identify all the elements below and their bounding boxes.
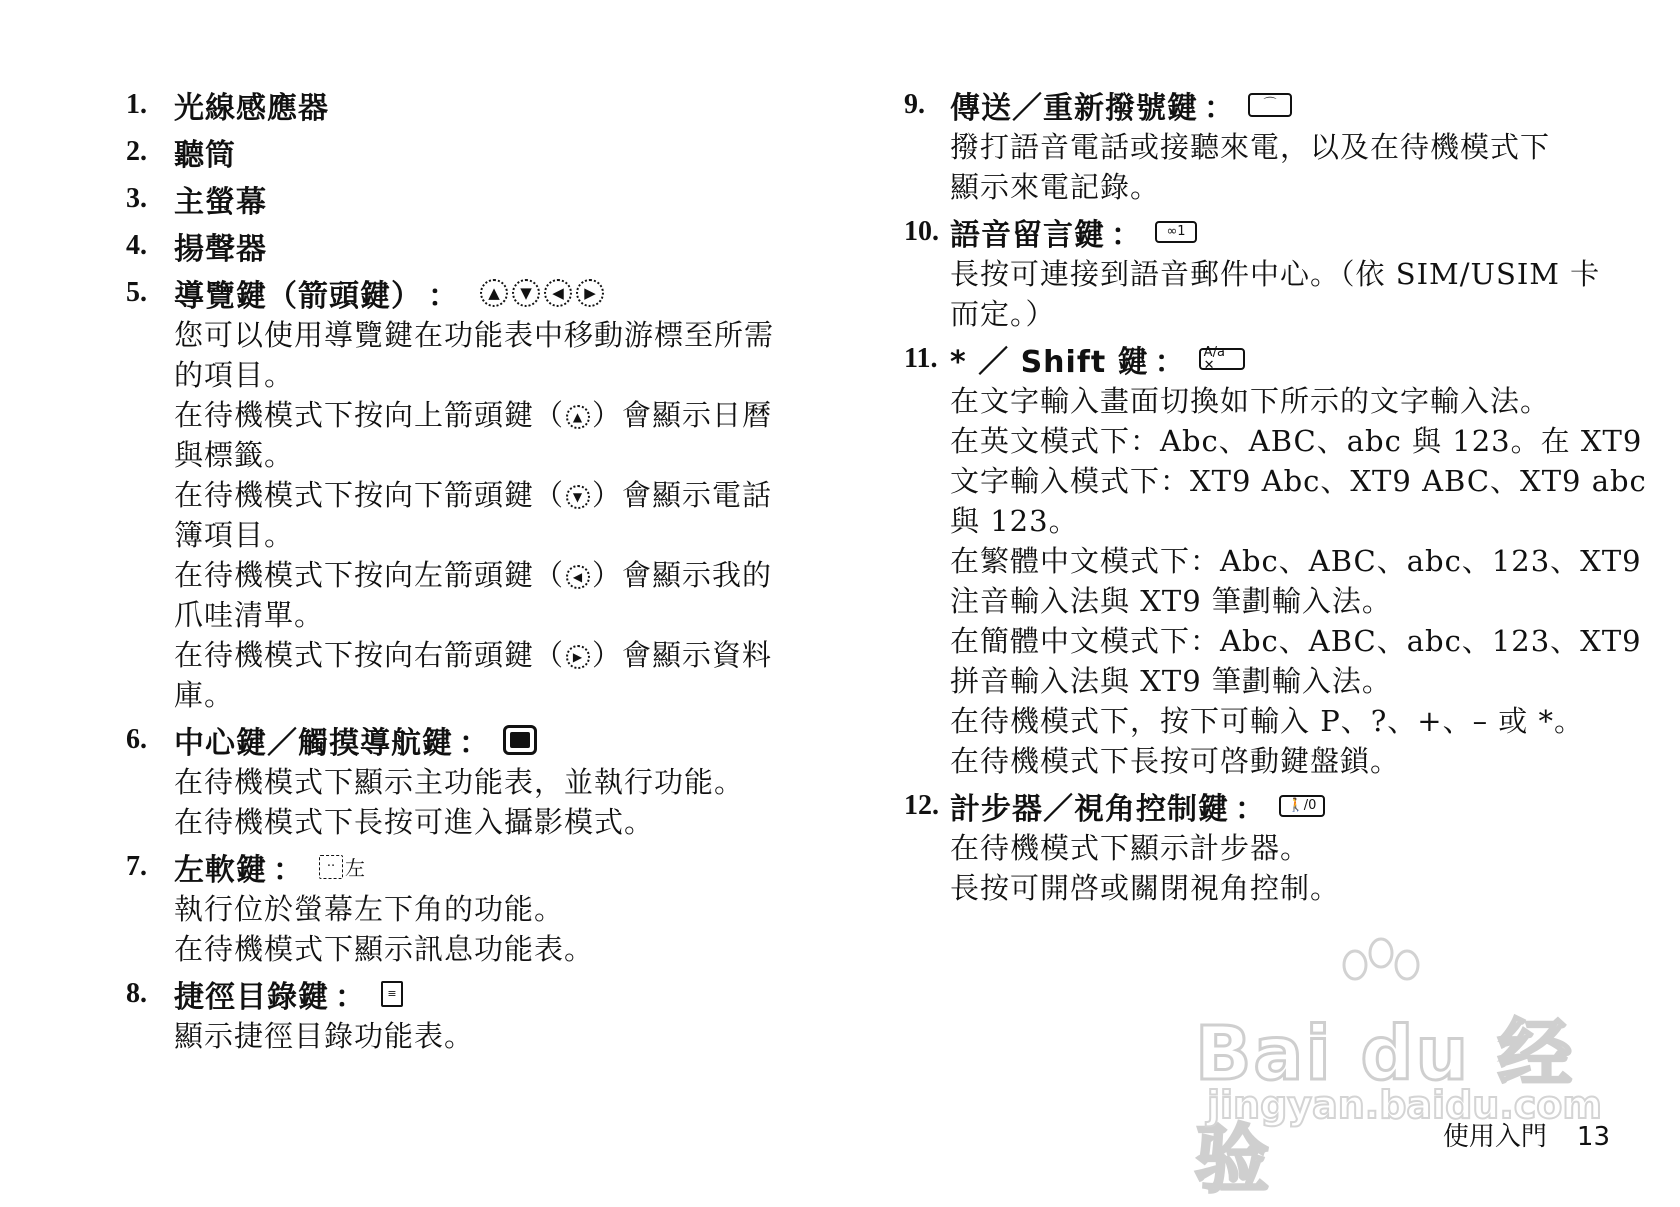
body-line: 顯示來電記錄。 [950, 170, 1161, 204]
item-title: 中心鍵／觸摸導航鍵 [174, 725, 453, 761]
body-line: 在待機模式下顯示主功能表，並執行功能。 [174, 765, 745, 799]
item-number: 5. [126, 276, 147, 308]
arrow-left-icon: ◀ [566, 565, 590, 589]
body-line: 與 123。 [950, 504, 1079, 538]
arrow-up-icon: ▲ [480, 279, 508, 307]
body-line: 與標籤。 [174, 438, 295, 472]
body-line: 在文字輸入畫面切換如下所示的文字輸入法。 [950, 384, 1551, 418]
item-number: 10. [904, 215, 939, 247]
body-line: 在英文模式下：Abc、ABC、abc 與 123。在 XT9 [950, 424, 1643, 458]
item-6: 6. 中心鍵／觸摸導航鍵 ： 在待機模式下顯示主功能表，並執行功能。 在待機模式下長按可進入攝影模式。 [126, 717, 846, 842]
body-line: 長按可連接到語音郵件中心。（依 SIM/USIM 卡 [950, 257, 1601, 291]
section-name: 使用入門 [1442, 1122, 1547, 1152]
body-line: 撥打語音電話或接聽來電，以及在待機模式下 [950, 130, 1551, 164]
watermark-logo: Bai du 经验 [1195, 1011, 1574, 1203]
arrow-down-icon: ▼ [566, 485, 590, 509]
item-4 [126, 223, 846, 268]
item-title: 左軟鍵 [174, 852, 267, 888]
item-title: 聽筒 [174, 137, 236, 173]
item-7: 7. 左軟鍵 ： ·· 左 執行位於螢幕左下角的功能。 在待機模式下顯示訊息功能表。 [126, 844, 846, 969]
body-line: 的項目。 [174, 358, 295, 392]
item-1 [126, 82, 846, 127]
watermark-url: jingyan.baidu.com [1207, 1083, 1602, 1127]
nav-arrow-keys [478, 279, 606, 307]
right-column [904, 82, 1647, 910]
left-column [126, 82, 846, 1058]
body-line: 在待機模式下按向下箭頭鍵（ ▼ ）會顯示電話 [174, 478, 773, 512]
body-line: 在繁體中文模式下：Abc、ABC、abc、123、XT9 [950, 544, 1642, 578]
item-3 [126, 176, 846, 221]
item-title: 導覽鍵（箭頭鍵） [174, 278, 422, 314]
item-number: 7. [126, 850, 147, 882]
center-key-icon [503, 725, 537, 755]
item-title: 計步器／視角控制鍵 [950, 791, 1229, 827]
item-number: 4. [126, 229, 147, 261]
body-line: 在待機模式下，按下可輸入 P、?、+、– 或 *。 [950, 704, 1585, 738]
item-number: 2. [126, 135, 147, 167]
body-line: 在待機模式下長按可進入攝影模式。 [174, 805, 655, 839]
body-line: 在待機模式下按向左箭頭鍵（ ◀ ）會顯示我的 [174, 558, 773, 592]
shortcut-key-icon: ≡ [381, 981, 403, 1007]
page-number: 13 [1576, 1122, 1610, 1152]
item-title: 光線感應器 [174, 90, 329, 126]
item-title: * ／ Shift 鍵 [950, 344, 1149, 380]
body-line: 爪哇清單。 [174, 598, 325, 632]
voicemail-key-icon: ∞1 [1155, 221, 1197, 243]
item-8: 8. 捷徑目錄鍵 ： ≡ 顯示捷徑目錄功能表。 [126, 971, 846, 1056]
arrow-right-icon: ▶ [576, 279, 604, 307]
item-number: 3. [126, 182, 147, 214]
body-line: 在待機模式下顯示訊息功能表。 [174, 932, 595, 966]
item-title: 語音留言鍵 [950, 217, 1105, 253]
item-title: 捷徑目錄鍵 [174, 979, 329, 1015]
body-line: 文字輸入模式下：XT9 Abc、XT9 ABC、XT9 abc [950, 464, 1647, 498]
body-line: 在簡體中文模式下：Abc、ABC、abc、123、XT9 [950, 624, 1642, 658]
body-line: 而定。） [950, 297, 1056, 331]
body-line: 庫。 [174, 678, 235, 712]
pedometer-key-icon: 🚶/0 [1279, 795, 1325, 817]
item-5: 5. 導覽鍵（箭頭鍵） ： ▲ ▼ ◀ ▶ 您可以使用導覽鍵在功能表中移動游標至所需 的項目。 在待機模式下按向上箭頭鍵（ ▲ ）會顯示日曆 與標籤。 在待機模式下按向下箭頭鍵（ ▼ ）會顯示電話 簿項目。 在待機模式下按向左箭頭鍵（ ◀ ）會顯示我的 爪哇清單。 在待機模式下按向右箭頭鍵（ ▶ ）會顯示資料 庫。 [126, 270, 846, 715]
item-12: 12. 計步器／視角控制鍵 ： 🚶/0 在待機模式下顯示計步器。 長按可開啓或關閉視角控制。 [904, 783, 1616, 908]
item-number: 9. [904, 88, 925, 120]
item-11: 11. * ／ Shift 鍵 ： A/a ✕ 在文字輸入畫面切換如下所示的文字輸入法。 在英文模式下：Abc、ABC、abc 與 123。在 XT9 文字輸入模式下：XT9 Abc、XT9 ABC、XT9 abc 與 123。 在繁體中文模式下：Abc、ABC、abc、123、XT9 注音輸入法與 XT9 筆劃輸入法。 在簡體中文模式下：Abc、ABC、abc、123、XT9 拼音輸入法與 XT9 筆劃輸入法。 在待機模式下，按下可輸入 P、?、+、– 或 *。 在待機模式下長按可啓動鍵盤鎖。 [904, 336, 1616, 781]
item-title: 揚聲器 [174, 231, 267, 267]
star-shift-key-icon: A/a ✕ [1199, 348, 1245, 370]
page-footer [1443, 1116, 1610, 1153]
item-number: 12. [904, 789, 939, 821]
arrow-down-icon: ▼ [512, 279, 540, 307]
body-line: 顯示捷徑目錄功能表。 [174, 1019, 475, 1053]
paw-icon [1325, 935, 1445, 1015]
body-line: 在待機模式下顯示計步器。 [950, 831, 1311, 865]
item-title: 主螢幕 [174, 184, 267, 220]
arrow-right-icon: ▶ [566, 645, 590, 669]
item-2 [126, 129, 846, 174]
item-number: 8. [126, 977, 147, 1009]
item-number: 6. [126, 723, 147, 755]
item-title: 傳送／重新撥號鍵 [950, 90, 1198, 126]
body-line: 注音輸入法與 XT9 筆劃輸入法。 [950, 584, 1392, 618]
arrow-left-icon: ◀ [544, 279, 572, 307]
body-line: 長按可開啓或關閉視角控制。 [950, 871, 1341, 905]
item-9: 9. 傳送／重新撥號鍵 ： ⌒ 撥打語音電話或接聽來電，以及在待機模式下 顯示來電記錄。 [904, 82, 1616, 207]
item-number: 11. [904, 342, 938, 374]
arrow-up-icon: ▲ [566, 405, 590, 429]
body-line: 簿項目。 [174, 518, 295, 552]
item-10: 10. 語音留言鍵 ： ∞1 長按可連接到語音郵件中心。（依 SIM/USIM 卡 而定。） [904, 209, 1616, 334]
softkey-label: 左 [345, 856, 365, 880]
body-line: 您可以使用導覽鍵在功能表中移動游標至所需 [174, 318, 775, 352]
send-key-icon: ⌒ [1248, 93, 1292, 117]
item-number: 1. [126, 88, 147, 120]
body-line: 在待機模式下長按可啓動鍵盤鎖。 [950, 744, 1401, 778]
body-line: 執行位於螢幕左下角的功能。 [174, 892, 565, 926]
body-line: 在待機模式下按向右箭頭鍵（ ▶ ）會顯示資料 [174, 638, 773, 672]
left-softkey-icon: ·· [319, 855, 343, 879]
body-line: 拼音輸入法與 XT9 筆劃輸入法。 [950, 664, 1392, 698]
body-line: 在待機模式下按向上箭頭鍵（ ▲ ）會顯示日曆 [174, 398, 773, 432]
